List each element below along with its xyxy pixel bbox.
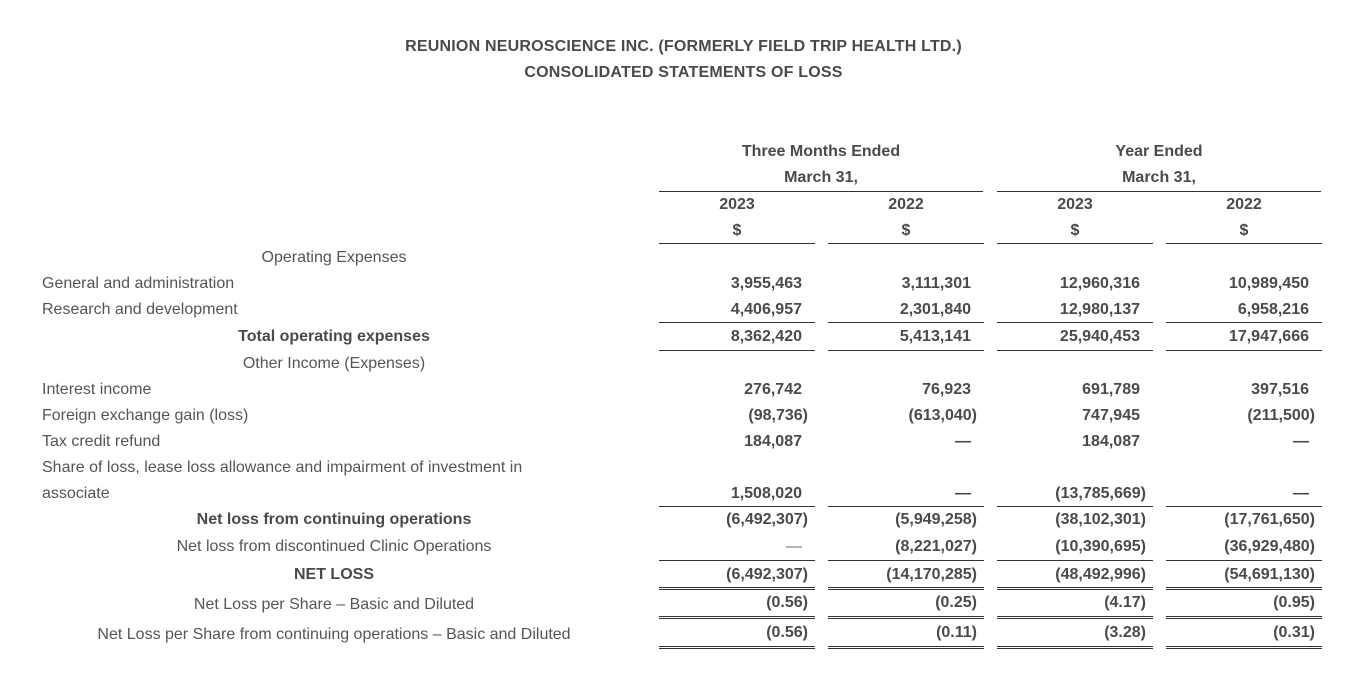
cell-value: (0.25) xyxy=(935,594,977,611)
cell-value: 6,958,216 xyxy=(1237,301,1309,318)
cell-value: (211,500) xyxy=(1247,407,1315,424)
cell-value: (38,102,301) xyxy=(1055,511,1146,528)
col-unit: $ xyxy=(732,222,742,239)
subtotal-label: Net loss from continuing operations xyxy=(196,511,472,528)
cell-value: 4,406,957 xyxy=(730,301,802,318)
cell-value: 5,413,141 xyxy=(899,328,971,345)
cell-value: (14,170,285) xyxy=(886,566,977,583)
cell-value: (5,949,258) xyxy=(895,511,977,528)
row-label: Share of loss, lease loss allowance and impairment of investment in xyxy=(42,459,523,476)
cell-value: 3,955,463 xyxy=(730,275,802,292)
cell-value: 184,087 xyxy=(744,433,802,450)
cell-value: 12,980,137 xyxy=(1059,301,1140,318)
cell-value: 8,362,420 xyxy=(730,328,802,345)
row-label: Net loss from discontinued Clinic Operations xyxy=(176,538,492,555)
col-header xyxy=(997,195,1153,241)
total-rule xyxy=(659,322,815,323)
total-rule xyxy=(828,322,984,323)
double-rule xyxy=(1166,646,1322,649)
subtotal-rule xyxy=(1166,506,1322,507)
col-unit: $ xyxy=(1070,222,1080,239)
year-header-line2: March 31, xyxy=(1122,169,1196,186)
cell-value: 25,940,453 xyxy=(1059,328,1140,345)
section-label-operating: Operating Expenses xyxy=(261,249,407,266)
col-header-rule xyxy=(659,243,815,244)
company-name: REUNION NEUROSCIENCE INC. (FORMERLY FIELD TRIP HEALTH LTD.) xyxy=(405,38,962,55)
subtotal-rule xyxy=(659,506,815,507)
subtotal-rule xyxy=(997,506,1153,507)
three-months-header-line2: March 31, xyxy=(784,169,858,186)
double-rule xyxy=(1166,587,1322,590)
cell-value: (613,040) xyxy=(908,407,977,424)
cell-value: 184,087 xyxy=(1082,433,1140,450)
col-year: 2022 xyxy=(1226,196,1262,213)
header-rule xyxy=(659,191,983,192)
cell-value: (3.28) xyxy=(1104,624,1146,641)
row-label: Research and development xyxy=(42,301,238,318)
total-label: Total operating expenses xyxy=(238,328,430,345)
cell-value: — xyxy=(1293,433,1309,450)
double-rule xyxy=(828,646,984,649)
three-months-header xyxy=(659,142,983,188)
cell-value: (8,221,027) xyxy=(895,538,977,555)
cell-value: — xyxy=(955,485,971,502)
cell-value: (98,736) xyxy=(748,407,808,424)
cell-value: (6,492,307) xyxy=(726,511,808,528)
double-rule xyxy=(1166,616,1322,619)
cell-value: (0.31) xyxy=(1273,624,1315,641)
cell-value: (0.56) xyxy=(766,624,808,641)
cell-value: — xyxy=(1293,485,1309,502)
three-months-header-line1: Three Months Ended xyxy=(741,143,901,160)
section-label-other: Other Income (Expenses) xyxy=(242,355,426,372)
cell-value: (0.56) xyxy=(766,594,808,611)
double-rule xyxy=(997,646,1153,649)
col-year: 2022 xyxy=(888,196,924,213)
cell-value: — xyxy=(786,538,802,555)
net-loss-rule xyxy=(1166,560,1322,561)
cell-value: (13,785,669) xyxy=(1055,485,1146,502)
cell-value: 397,516 xyxy=(1251,381,1309,398)
cell-value: 1,508,020 xyxy=(730,485,802,502)
row-label: General and administration xyxy=(42,275,235,292)
eps-cont-label: Net Loss per Share from continuing operations – Basic and Diluted xyxy=(97,626,571,643)
year-header-line1: Year Ended xyxy=(1115,143,1203,160)
col-year: 2023 xyxy=(1057,196,1093,213)
cell-value: (48,492,996) xyxy=(1055,566,1146,583)
year-header xyxy=(997,142,1321,188)
net-loss-rule xyxy=(828,560,984,561)
col-year: 2023 xyxy=(719,196,755,213)
double-rule xyxy=(659,646,815,649)
cell-value: 76,923 xyxy=(922,381,971,398)
row-label: Foreign exchange gain (loss) xyxy=(42,407,249,424)
row-label: Tax credit refund xyxy=(42,433,161,450)
cell-value: — xyxy=(955,433,971,450)
net-loss-label: NET LOSS xyxy=(293,566,374,583)
cell-value: (17,761,650) xyxy=(1224,511,1315,528)
cell-value: (10,390,695) xyxy=(1055,538,1146,555)
col-header xyxy=(828,195,984,241)
col-unit: $ xyxy=(1239,222,1249,239)
col-header xyxy=(1166,195,1322,241)
total-rule xyxy=(997,322,1153,323)
statement-name: CONSOLIDATED STATEMENTS OF LOSS xyxy=(524,64,843,81)
col-unit: $ xyxy=(901,222,911,239)
col-header-rule xyxy=(828,243,984,244)
cell-value: 747,945 xyxy=(1082,407,1140,424)
cell-value: 2,301,840 xyxy=(899,301,971,318)
net-loss-rule xyxy=(659,560,815,561)
subtotal-rule xyxy=(828,506,984,507)
cell-value: (6,492,307) xyxy=(726,566,808,583)
cell-value: 12,960,316 xyxy=(1059,275,1140,292)
cell-value: 10,989,450 xyxy=(1228,275,1309,292)
cell-value: (54,691,130) xyxy=(1224,566,1315,583)
cell-value: 691,789 xyxy=(1082,381,1140,398)
double-rule xyxy=(828,587,984,590)
col-header xyxy=(659,195,815,241)
cell-value: (4.17) xyxy=(1104,594,1146,611)
total-rule xyxy=(659,350,815,351)
cell-value: 3,111,301 xyxy=(901,275,971,292)
cell-value: (36,929,480) xyxy=(1224,538,1315,555)
cell-value: (0.11) xyxy=(936,624,977,641)
cell-value: 276,742 xyxy=(744,381,802,398)
total-rule xyxy=(828,350,984,351)
cell-value: 17,947,666 xyxy=(1228,328,1309,345)
double-rule xyxy=(659,587,815,590)
col-header-rule xyxy=(997,243,1153,244)
total-rule xyxy=(997,350,1153,351)
total-rule xyxy=(1166,350,1322,351)
double-rule xyxy=(659,616,815,619)
double-rule xyxy=(997,616,1153,619)
double-rule xyxy=(828,616,984,619)
row-label-cont: associate xyxy=(42,485,110,502)
row-label: Interest income xyxy=(42,381,152,398)
double-rule xyxy=(997,587,1153,590)
eps-label: Net Loss per Share – Basic and Diluted xyxy=(193,596,475,613)
net-loss-rule xyxy=(997,560,1153,561)
col-header-rule xyxy=(1166,243,1322,244)
cell-value: (0.95) xyxy=(1273,594,1315,611)
header-rule xyxy=(997,191,1321,192)
total-rule xyxy=(1166,322,1322,323)
